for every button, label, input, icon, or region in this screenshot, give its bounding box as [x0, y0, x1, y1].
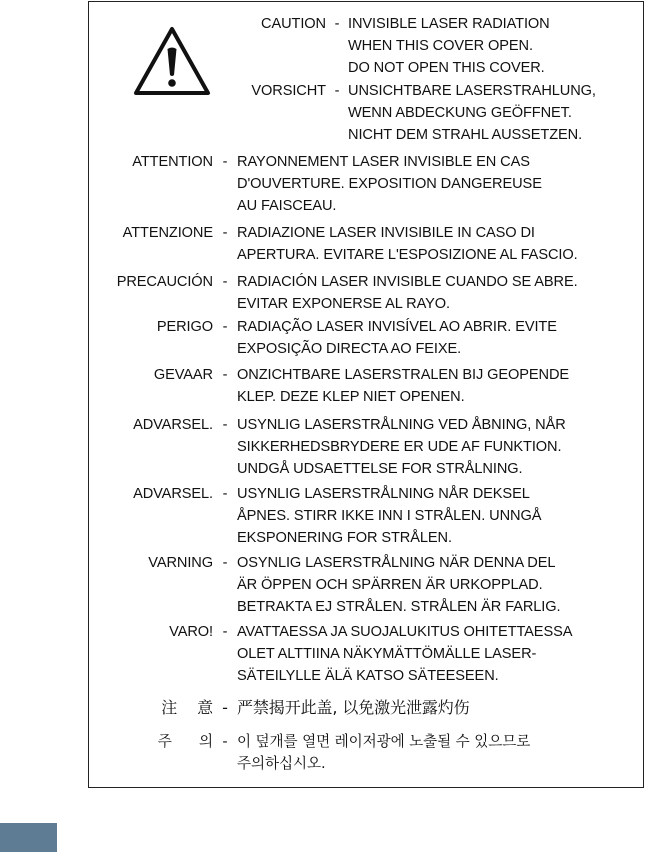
warning-entry-gevaar	[96, 364, 569, 408]
entry-label: GEVAAR	[153, 367, 213, 383]
entry-dash: -	[222, 733, 228, 750]
warning-entry-precaucion	[96, 271, 578, 315]
entry-label: PRECAUCIÓN	[116, 274, 213, 290]
entry-line: 이 덮개를 열면 레이저광에 노출될 수 있으므로	[237, 733, 531, 750]
entry-line: ÅPNES. STIRR IKKE INN I STRÅLEN. UNNGÅ	[237, 508, 542, 524]
warning-entry-varning	[96, 552, 560, 618]
entry-label: ADVARSEL.	[133, 417, 213, 433]
entry-dash: -	[222, 624, 228, 640]
warning-entry-advarsel-norwegian	[96, 483, 541, 549]
warning-entry-attenzione	[96, 222, 578, 266]
entry-line: EKSPONERING FOR STRÅLEN.	[237, 530, 452, 546]
entry-line: BETRAKTA EJ STRÅLEN. STRÅLEN ÄR FARLIG.	[237, 599, 561, 615]
entry-line: EVITAR EXPONERSE AL RAYO.	[237, 296, 450, 312]
entry-line: NICHT DEM STRAHL AUSSETZEN.	[348, 127, 583, 143]
entry-line: UNSICHTBARE LASERSTRAHLUNG,	[348, 83, 596, 99]
entry-label: 주 의	[157, 733, 213, 750]
entry-text	[237, 271, 578, 315]
entry-line: 严禁揭开此盖, 以免激光泄露灼伤	[237, 698, 470, 717]
warning-entry-varo	[96, 621, 572, 687]
entry-line: DO NOT OPEN THIS COVER.	[348, 60, 545, 76]
entry-line: WENN ABDECKUNG GEÖFFNET.	[348, 105, 572, 121]
entry-dash: -	[222, 417, 228, 433]
entry-line: RADIAÇÃO LASER INVISÍVEL AO ABRIR. EVITE	[237, 319, 557, 335]
entry-dash: -	[222, 154, 228, 170]
entry-text	[348, 13, 550, 79]
entry-label: VARNING	[148, 555, 213, 571]
entry-text	[348, 80, 596, 146]
entry-line: AVATTAESSA JA SUOJALUKITUS OHITETTAESSA	[237, 624, 573, 640]
entry-dash: -	[222, 367, 228, 383]
warning-entry-attention	[96, 151, 542, 217]
entry-text	[237, 316, 557, 360]
entry-line: UNDGÅ UDSAETTELSE FOR STRÅLNING.	[237, 461, 523, 477]
entry-line: USYNLIG LASERSTRÅLNING VED ÅBNING, NÅR	[237, 417, 566, 433]
entry-label: ATTENZIONE	[122, 225, 213, 241]
entry-dash: -	[222, 274, 228, 290]
entry-text	[237, 552, 560, 618]
entry-dash: -	[222, 225, 228, 241]
warning-triangle-icon	[132, 25, 212, 97]
entry-line: AU FAISCEAU.	[237, 198, 337, 214]
entry-label: ATTENTION	[132, 154, 213, 170]
entry-dash: -	[222, 486, 228, 502]
entry-dash: -	[222, 698, 228, 717]
warning-entry-chinese	[96, 697, 470, 719]
entry-line: D'OUVERTURE. EXPOSITION DANGEREUSE	[237, 176, 542, 192]
entry-dash: -	[222, 555, 228, 571]
entry-line: KLEP. DEZE KLEP NIET OPENEN.	[237, 389, 465, 405]
entry-line: ÄR ÖPPEN OCH SPÄRREN ÄR URKOPPLAD.	[237, 577, 543, 593]
entry-line: WHEN THIS COVER OPEN.	[348, 38, 533, 54]
entry-text	[237, 621, 572, 687]
entry-line: EXPOSIÇÃO DIRECTA AO FEIXE.	[237, 341, 462, 357]
entry-text	[237, 731, 530, 775]
entry-line: USYNLIG LASERSTRÅLNING NÅR DEKSEL	[237, 486, 530, 502]
entry-label: CAUTION	[261, 16, 326, 32]
entry-line: OSYNLIG LASERSTRÅLNING NÄR DENNA DEL	[237, 555, 556, 571]
entry-label: 注 意	[161, 698, 213, 717]
warning-entry-caution	[226, 13, 550, 79]
entry-label: VARO!	[169, 624, 213, 640]
entry-line: APERTURA. EVITARE L'ESPOSIZIONE AL FASCIO.	[237, 247, 578, 263]
entry-line: ONZICHTBARE LASERSTRALEN BIJ GEOPENDE	[237, 367, 570, 383]
entry-text	[237, 483, 541, 549]
entry-line: 주의하십시오.	[237, 755, 326, 772]
entry-line: RADIAZIONE LASER INVISIBILE IN CASO DI	[237, 225, 535, 241]
entry-text	[237, 414, 566, 480]
entry-label: PERIGO	[156, 319, 213, 335]
entry-dash: -	[334, 16, 340, 32]
entry-line: INVISIBLE LASER RADIATION	[348, 16, 550, 32]
entry-text	[237, 151, 542, 217]
warning-entry-advarsel-danish	[96, 414, 566, 480]
entry-dash: -	[334, 83, 340, 99]
entry-text	[237, 222, 578, 266]
entry-text	[237, 364, 569, 408]
entry-line: RAYONNEMENT LASER INVISIBLE EN CAS	[237, 154, 530, 170]
entry-line: SÄTEILYLLE ÄLÄ KATSO SÄTEESEEN.	[237, 668, 499, 684]
entry-line: RADIACIÓN LASER INVISIBLE CUANDO SE ABRE.	[237, 274, 578, 290]
warning-entry-korean	[96, 731, 530, 775]
entry-line: OLET ALTTIINA NÄKYMÄTTÖMÄLLE LASER-	[237, 646, 537, 662]
entry-label: ADVARSEL.	[133, 486, 213, 502]
entry-line: SIKKERHEDSBRYDERE ER UDE AF FUNKTION.	[237, 439, 562, 455]
warning-entry-perigo	[96, 316, 557, 360]
entry-text	[237, 697, 470, 719]
entry-dash: -	[222, 319, 228, 335]
entry-label: VORSICHT	[251, 83, 326, 99]
warning-entry-vorsicht	[226, 80, 596, 146]
page-footer-tab	[0, 823, 57, 852]
